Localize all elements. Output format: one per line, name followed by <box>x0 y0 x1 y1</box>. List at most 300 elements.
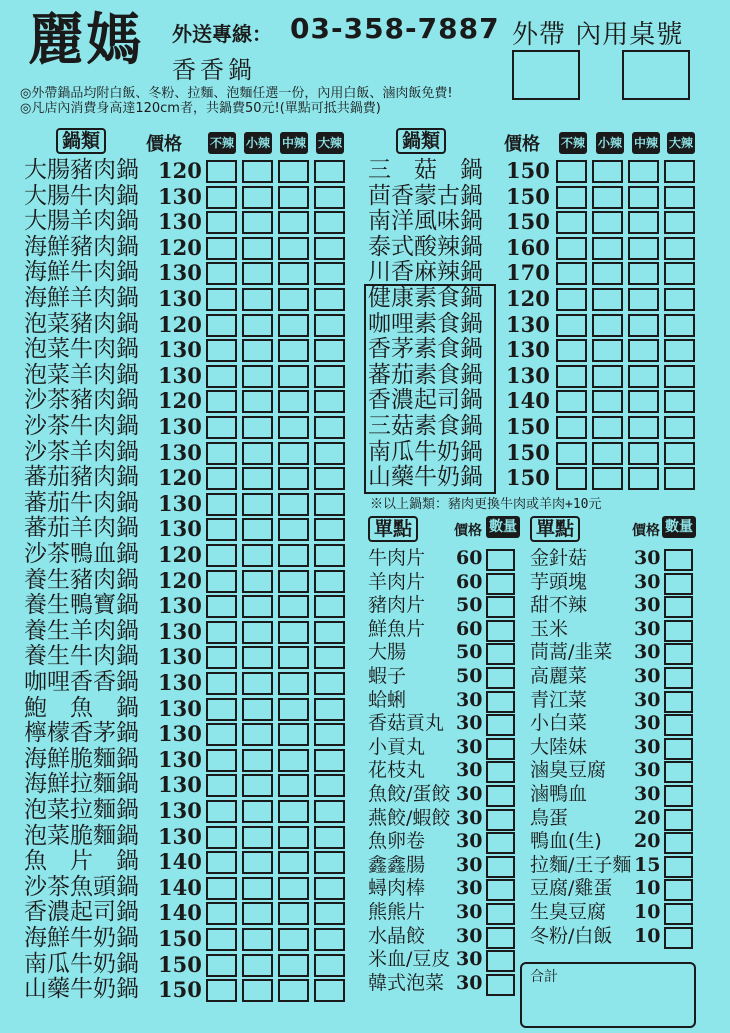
spice-checkbox[interactable] <box>206 774 237 797</box>
pot-name: 泡菜牛肉鍋 <box>24 336 139 363</box>
spice-checkbox[interactable] <box>242 851 273 874</box>
quantity-box[interactable] <box>486 950 515 972</box>
pot-row <box>368 286 698 311</box>
quantity-box[interactable] <box>486 691 515 713</box>
a-la-carte-row <box>368 829 518 854</box>
spice-checkbox[interactable] <box>278 928 309 951</box>
spice-checkbox[interactable] <box>278 467 309 490</box>
spice-checkbox[interactable] <box>242 954 273 977</box>
spice-checkbox[interactable] <box>592 186 623 209</box>
spice-checkbox[interactable] <box>314 979 345 1002</box>
spice-checkbox[interactable] <box>242 518 273 541</box>
a-la-carte-price: 30 <box>634 617 661 640</box>
spice-checkbox[interactable] <box>206 826 237 849</box>
pot-row <box>368 363 698 388</box>
spice-checkbox[interactable] <box>314 160 345 183</box>
pot-row <box>368 414 698 439</box>
spice-checkbox[interactable] <box>242 902 273 925</box>
quantity-box[interactable] <box>486 714 515 736</box>
quantity-box[interactable] <box>664 761 693 783</box>
price-header-right: 價格 <box>504 134 540 155</box>
a-la-carte-row <box>368 546 518 571</box>
spice-checkbox[interactable] <box>206 390 237 413</box>
spice-checkbox[interactable] <box>278 416 309 439</box>
a-la-carte-row <box>530 876 695 901</box>
spice-checkbox[interactable] <box>314 954 345 977</box>
spice-checkbox[interactable] <box>278 493 309 516</box>
spice-checkbox[interactable] <box>314 288 345 311</box>
total-label: 合計 <box>530 969 558 985</box>
a-la-carte-price: 30 <box>456 971 483 994</box>
spice-checkbox[interactable] <box>242 390 273 413</box>
spice-checkbox[interactable] <box>628 365 659 388</box>
spice-checkbox[interactable] <box>278 237 309 260</box>
quantity-box[interactable] <box>664 643 693 665</box>
a-la-carte-price: 30 <box>456 759 483 782</box>
quantity-box[interactable] <box>664 927 693 949</box>
spice-checkbox[interactable] <box>314 698 345 721</box>
table-number-box[interactable] <box>622 50 690 100</box>
quantity-box[interactable] <box>486 832 515 854</box>
a-la-carte-row <box>530 664 695 689</box>
takeout-box[interactable] <box>512 50 580 100</box>
spice-checkbox[interactable] <box>242 365 273 388</box>
spice-checkbox[interactable] <box>278 390 309 413</box>
spice-checkbox[interactable] <box>592 365 623 388</box>
pot-row <box>24 209 354 234</box>
spice-checkbox[interactable] <box>242 672 273 695</box>
spice-checkbox[interactable] <box>242 314 273 337</box>
quantity-box[interactable] <box>486 643 515 665</box>
spice-checkbox[interactable] <box>628 467 659 490</box>
note-line-1: ◎外帶鍋品均附白飯、冬粉、拉麵、泡麵任選一份，內用白飯、滷肉飯免費! <box>20 86 453 101</box>
spice-checkbox[interactable] <box>242 595 273 618</box>
a-la-carte-price: 30 <box>456 712 483 735</box>
quantity-box[interactable] <box>486 573 515 595</box>
spice-checkbox[interactable] <box>278 595 309 618</box>
spice-checkbox[interactable] <box>556 339 587 362</box>
quantity-box[interactable] <box>486 596 515 618</box>
spice-checkbox[interactable] <box>664 416 695 439</box>
spice-checkbox[interactable] <box>314 595 345 618</box>
spice-checkbox[interactable] <box>206 954 237 977</box>
pot-price: 130 <box>158 798 202 823</box>
spice-checkbox[interactable] <box>206 416 237 439</box>
spice-checkbox[interactable] <box>314 774 345 797</box>
pot-price: 130 <box>158 260 202 286</box>
pot-row <box>24 235 354 260</box>
a-la-carte-row <box>530 806 695 831</box>
a-la-carte-name: 豬肉片 <box>368 594 426 617</box>
pot-name: 沙茶牛肉鍋 <box>24 413 139 439</box>
spice-checkbox[interactable] <box>314 826 345 849</box>
spice-checkbox[interactable] <box>278 698 309 721</box>
spice-checkbox[interactable] <box>314 339 345 362</box>
spice-checkbox[interactable] <box>242 288 273 311</box>
spice-checkbox[interactable] <box>628 339 659 362</box>
pot-row <box>24 798 354 823</box>
spice-checkbox[interactable] <box>278 954 309 977</box>
spice-checkbox[interactable] <box>314 646 345 669</box>
pot-row <box>24 286 354 311</box>
spice-checkbox[interactable] <box>314 877 345 900</box>
a-la-carte-name: 滷臭豆腐 <box>530 759 607 782</box>
quantity-box[interactable] <box>664 596 693 618</box>
spice-checkbox[interactable] <box>556 160 587 183</box>
spice-checkbox[interactable] <box>278 570 309 593</box>
spice-checkbox[interactable] <box>206 672 237 695</box>
a-la-carte-row <box>530 782 695 807</box>
spice-checkbox[interactable] <box>664 365 695 388</box>
quantity-box[interactable] <box>664 691 693 713</box>
quantity-box[interactable] <box>664 738 693 760</box>
spice-checkbox[interactable] <box>592 211 623 234</box>
spice-checkbox[interactable] <box>278 800 309 823</box>
spice-checkbox[interactable] <box>314 749 345 772</box>
spice-checkbox[interactable] <box>314 723 345 746</box>
pot-row <box>368 312 698 337</box>
spice-checkbox[interactable] <box>242 467 273 490</box>
spice-checkbox[interactable] <box>206 800 237 823</box>
spice-checkbox[interactable] <box>206 928 237 951</box>
a-la-carte-name: 青江菜 <box>530 688 588 711</box>
spice-checkbox[interactable] <box>556 314 587 337</box>
spice-checkbox[interactable] <box>628 186 659 209</box>
a-la-carte-name: 小白菜 <box>530 712 588 735</box>
spice-checkbox[interactable] <box>314 416 345 439</box>
pot-price: 150 <box>158 926 202 951</box>
spice-checkbox[interactable] <box>206 851 237 874</box>
spice-checkbox[interactable] <box>242 493 273 516</box>
spice-checkbox[interactable] <box>278 672 309 695</box>
spice-checkbox[interactable] <box>592 262 623 285</box>
spice-checkbox[interactable] <box>206 518 237 541</box>
spice-checkbox[interactable] <box>242 262 273 285</box>
quantity-box[interactable] <box>664 832 693 854</box>
spice-checkbox[interactable] <box>278 544 309 567</box>
quantity-box[interactable] <box>664 809 693 831</box>
spice-checkbox[interactable] <box>206 314 237 337</box>
spice-checkbox[interactable] <box>314 800 345 823</box>
spice-checkbox[interactable] <box>314 570 345 593</box>
pot-price: 130 <box>158 183 202 209</box>
spice-checkbox[interactable] <box>664 186 695 209</box>
spice-checkbox[interactable] <box>206 595 237 618</box>
spice-checkbox[interactable] <box>206 646 237 669</box>
spice-checkbox[interactable] <box>206 160 237 183</box>
spice-checkbox[interactable] <box>278 749 309 772</box>
spice-checkbox[interactable] <box>242 877 273 900</box>
spice-checkbox[interactable] <box>556 237 587 260</box>
a-la-carte-name: 魚餃/蛋餃 <box>368 783 451 805</box>
quantity-box[interactable] <box>664 785 693 807</box>
pot-price: 160 <box>506 234 550 260</box>
spice-checkbox[interactable] <box>278 979 309 1002</box>
pot-name: 大腸豬肉鍋 <box>24 157 139 183</box>
quantity-box[interactable] <box>486 879 515 901</box>
quantity-box[interactable] <box>664 667 693 689</box>
spice-checkbox[interactable] <box>592 416 623 439</box>
a-la-carte-row <box>368 806 518 831</box>
a-la-carte-name: 米血/豆皮 <box>368 948 451 971</box>
spice-checkbox[interactable] <box>592 237 623 260</box>
spice-mild-header: 小辣 <box>244 132 272 154</box>
spice-checkbox[interactable] <box>314 902 345 925</box>
pot-row <box>24 158 354 183</box>
spice-checkbox[interactable] <box>314 672 345 695</box>
spice-checkbox[interactable] <box>206 723 237 746</box>
spice-checkbox[interactable] <box>206 442 237 465</box>
a-la-carte-name: 蝦子 <box>368 665 407 687</box>
pot-price: 130 <box>506 311 550 337</box>
spice-checkbox[interactable] <box>278 262 309 285</box>
spice-checkbox[interactable] <box>314 314 345 337</box>
pot-price: 120 <box>158 465 202 491</box>
spice-checkbox[interactable] <box>664 211 695 234</box>
quantity-box[interactable] <box>486 761 515 783</box>
spice-checkbox[interactable] <box>242 186 273 209</box>
pot-name: 沙茶魚頭鍋 <box>24 873 139 900</box>
quantity-box[interactable] <box>486 903 515 925</box>
quantity-box[interactable] <box>486 927 515 949</box>
spice-none-header: 不辣 <box>208 132 236 154</box>
spice-checkbox[interactable] <box>278 442 309 465</box>
spice-checkbox[interactable] <box>628 288 659 311</box>
spice-checkbox[interactable] <box>664 442 695 465</box>
spice-checkbox[interactable] <box>314 518 345 541</box>
quantity-box[interactable] <box>486 785 515 807</box>
pot-row <box>24 875 354 900</box>
spice-checkbox[interactable] <box>206 186 237 209</box>
spice-checkbox[interactable] <box>628 262 659 285</box>
spice-checkbox[interactable] <box>206 339 237 362</box>
spice-checkbox[interactable] <box>206 544 237 567</box>
spice-checkbox[interactable] <box>592 160 623 183</box>
spice-checkbox[interactable] <box>592 314 623 337</box>
spice-checkbox[interactable] <box>278 365 309 388</box>
spice-checkbox[interactable] <box>206 211 237 234</box>
quantity-box[interactable] <box>664 549 693 571</box>
spice-checkbox[interactable] <box>628 237 659 260</box>
pot-price: 120 <box>158 234 202 260</box>
spice-checkbox[interactable] <box>628 211 659 234</box>
quantity-box[interactable] <box>486 620 515 642</box>
spice-checkbox[interactable] <box>664 339 695 362</box>
a-la-carte-row <box>368 876 518 901</box>
spice-checkbox[interactable] <box>242 570 273 593</box>
quantity-box[interactable] <box>486 809 515 831</box>
spice-checkbox[interactable] <box>278 902 309 925</box>
spice-checkbox[interactable] <box>556 365 587 388</box>
spice-checkbox[interactable] <box>628 160 659 183</box>
spice-checkbox[interactable] <box>314 211 345 234</box>
a-la-carte-name: 鳥蛋 <box>530 806 569 829</box>
spice-checkbox[interactable] <box>206 749 237 772</box>
pot-price: 150 <box>506 439 550 465</box>
spice-checkbox[interactable] <box>278 314 309 337</box>
quantity-box[interactable] <box>486 667 515 689</box>
spice-checkbox[interactable] <box>664 390 695 413</box>
spice-checkbox[interactable] <box>242 237 273 260</box>
quantity-box[interactable] <box>486 974 515 996</box>
spice-checkbox[interactable] <box>206 877 237 900</box>
spice-checkbox[interactable] <box>314 928 345 951</box>
pot-row <box>24 721 354 746</box>
pot-name: 泡菜拉麵鍋 <box>24 797 139 823</box>
spice-checkbox[interactable] <box>628 390 659 413</box>
spice-checkbox[interactable] <box>628 416 659 439</box>
spice-checkbox[interactable] <box>664 467 695 490</box>
spice-checkbox[interactable] <box>664 314 695 337</box>
spice-checkbox[interactable] <box>314 390 345 413</box>
a-la-carte-name: 水晶餃 <box>368 924 426 947</box>
spice-checkbox[interactable] <box>242 979 273 1002</box>
spice-checkbox[interactable] <box>206 570 237 593</box>
spice-checkbox[interactable] <box>592 390 623 413</box>
spice-checkbox[interactable] <box>242 774 273 797</box>
a-la-carte-price: 30 <box>456 948 483 971</box>
subtitle: 香香鍋 <box>172 56 256 84</box>
a-la-carte-name: 鑫鑫腸 <box>368 853 426 876</box>
spice-checkbox[interactable] <box>278 186 309 209</box>
spice-checkbox[interactable] <box>314 365 345 388</box>
spice-checkbox[interactable] <box>278 160 309 183</box>
takeout-table-label: 外帶 內用桌號 <box>512 20 684 50</box>
spice-checkbox[interactable] <box>278 877 309 900</box>
spice-checkbox[interactable] <box>556 288 587 311</box>
spice-checkbox[interactable] <box>242 723 273 746</box>
spice-checkbox[interactable] <box>314 442 345 465</box>
spice-checkbox[interactable] <box>242 211 273 234</box>
spice-checkbox[interactable] <box>278 621 309 644</box>
spice-checkbox[interactable] <box>206 698 237 721</box>
spice-checkbox[interactable] <box>206 262 237 285</box>
quantity-box[interactable] <box>664 879 693 901</box>
pot-category-header-right: 鍋類 <box>396 128 446 154</box>
spice-checkbox[interactable] <box>206 288 237 311</box>
spice-checkbox[interactable] <box>206 493 237 516</box>
spice-checkbox[interactable] <box>242 160 273 183</box>
pot-price: 140 <box>158 900 202 926</box>
pot-price: 170 <box>506 260 550 286</box>
spice-checkbox[interactable] <box>556 262 587 285</box>
spice-checkbox[interactable] <box>206 979 237 1002</box>
spice-checkbox[interactable] <box>664 288 695 311</box>
quantity-box[interactable] <box>664 714 693 736</box>
spice-checkbox[interactable] <box>278 826 309 849</box>
spice-checkbox[interactable] <box>314 467 345 490</box>
spice-checkbox[interactable] <box>314 237 345 260</box>
spice-checkbox[interactable] <box>278 518 309 541</box>
spice-checkbox[interactable] <box>628 314 659 337</box>
spice-checkbox[interactable] <box>242 698 273 721</box>
spice-checkbox[interactable] <box>242 800 273 823</box>
spice-checkbox[interactable] <box>206 621 237 644</box>
spice-checkbox[interactable] <box>592 467 623 490</box>
spice-checkbox[interactable] <box>556 416 587 439</box>
pot-price: 150 <box>506 465 550 491</box>
quantity-box[interactable] <box>486 549 515 571</box>
pot-row <box>24 440 354 465</box>
spice-checkbox[interactable] <box>314 493 345 516</box>
spice-checkbox[interactable] <box>278 288 309 311</box>
a-la-carte-price: 30 <box>456 853 483 876</box>
spice-checkbox[interactable] <box>206 902 237 925</box>
spice-checkbox[interactable] <box>592 442 623 465</box>
spice-checkbox[interactable] <box>242 646 273 669</box>
spice-checkbox[interactable] <box>242 544 273 567</box>
spice-checkbox[interactable] <box>556 390 587 413</box>
spice-checkbox[interactable] <box>278 774 309 797</box>
spice-checkbox[interactable] <box>206 467 237 490</box>
pot-name: 海鮮羊肉鍋 <box>24 285 139 311</box>
a-la-carte-name: 冬粉/白飯 <box>530 924 613 947</box>
spice-checkbox[interactable] <box>206 237 237 260</box>
a-la-carte-row <box>368 570 518 595</box>
spice-checkbox[interactable] <box>242 416 273 439</box>
spice-checkbox[interactable] <box>664 160 695 183</box>
spice-checkbox[interactable] <box>556 442 587 465</box>
pot-price: 140 <box>506 388 550 414</box>
pot-row <box>368 465 698 490</box>
quantity-box[interactable] <box>486 856 515 878</box>
spice-checkbox[interactable] <box>556 467 587 490</box>
spice-checkbox[interactable] <box>242 442 273 465</box>
a-la-carte-row <box>368 900 518 925</box>
pot-row <box>24 619 354 644</box>
pot-row <box>368 235 698 260</box>
spice-checkbox[interactable] <box>314 186 345 209</box>
spice-checkbox[interactable] <box>314 262 345 285</box>
spice-checkbox[interactable] <box>592 288 623 311</box>
pot-row <box>24 516 354 541</box>
spice-checkbox[interactable] <box>242 339 273 362</box>
a-la-carte-name: 花枝丸 <box>368 759 426 782</box>
spice-checkbox[interactable] <box>242 749 273 772</box>
spice-checkbox[interactable] <box>242 621 273 644</box>
spice-checkbox[interactable] <box>242 928 273 951</box>
spice-checkbox[interactable] <box>628 442 659 465</box>
spice-checkbox[interactable] <box>592 339 623 362</box>
pot-name: 泡菜豬肉鍋 <box>24 310 139 337</box>
spice-checkbox[interactable] <box>556 211 587 234</box>
spice-checkbox[interactable] <box>278 646 309 669</box>
quantity-box[interactable] <box>486 738 515 760</box>
quantity-box[interactable] <box>664 573 693 595</box>
pot-row <box>24 542 354 567</box>
spice-checkbox[interactable] <box>278 723 309 746</box>
pot-name: 海鮮牛奶鍋 <box>24 925 139 951</box>
spice-checkbox[interactable] <box>206 365 237 388</box>
spice-checkbox[interactable] <box>314 544 345 567</box>
a-la-carte-price: 30 <box>456 783 483 805</box>
spice-checkbox[interactable] <box>278 211 309 234</box>
a-la-carte-name: 生臭豆腐 <box>530 901 607 923</box>
spice-checkbox[interactable] <box>278 339 309 362</box>
quantity-box[interactable] <box>664 620 693 642</box>
pot-row <box>24 952 354 977</box>
spice-checkbox[interactable] <box>664 237 695 260</box>
spice-checkbox[interactable] <box>314 621 345 644</box>
spice-checkbox[interactable] <box>556 186 587 209</box>
spice-checkbox[interactable] <box>664 262 695 285</box>
spice-checkbox[interactable] <box>242 826 273 849</box>
spice-checkbox[interactable] <box>314 851 345 874</box>
quantity-box[interactable] <box>664 903 693 925</box>
quantity-box[interactable] <box>664 856 693 878</box>
a-la-carte-price: 30 <box>456 924 483 947</box>
spice-checkbox[interactable] <box>278 851 309 874</box>
